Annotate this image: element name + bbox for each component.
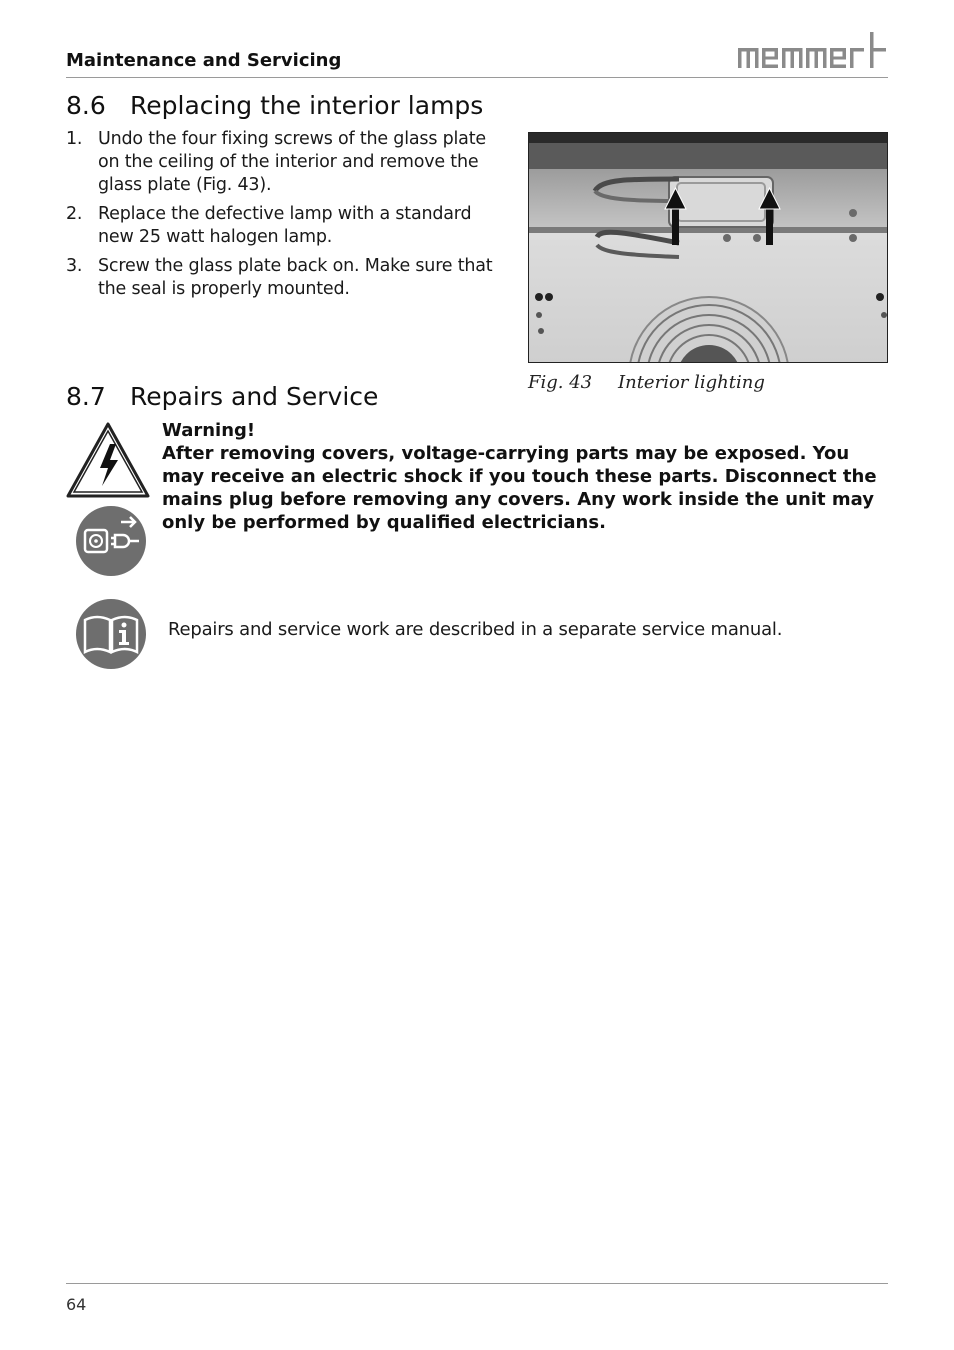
list-item [66, 203, 506, 249]
warning-text: After removing covers, voltage-carrying parts may be exposed. You may receive an electric shock if you touch these parts. Disconnect the mains plug before removing any covers. Any work inside the unit may only be performed by qualified electricians. [162, 443, 877, 533]
page-number: 64 [66, 1295, 87, 1314]
lamp-replacement-steps [66, 128, 506, 307]
list-item [66, 128, 506, 197]
step-text: Replace the defective lamp with a standard new 25 watt halogen lamp. [98, 204, 472, 247]
list-item [66, 255, 506, 301]
step-number: 3. [66, 256, 83, 276]
figure-caption-text: Interior lighting [618, 372, 765, 393]
footer-divider [66, 1283, 888, 1284]
warning-title: Warning! [162, 420, 256, 441]
header-section-title: Maintenance and Servicing [66, 50, 342, 71]
memmert-logo [736, 30, 888, 72]
section-heading-8-7 [66, 382, 378, 411]
electric-shock-warning-icon [66, 422, 150, 498]
manual-info-icon [75, 598, 147, 670]
step-text: Undo the four fixing screws of the glass plate on the ceiling of the interior and remove the glass plate (Fig. 43). [98, 129, 486, 195]
info-text: Repairs and service work are described in a separate service manual. [168, 619, 783, 640]
section-title: Repairs and Service [130, 382, 379, 411]
section-title: Replacing the interior lamps [130, 91, 484, 120]
step-number: 1. [66, 129, 83, 149]
section-number: 8.7 [66, 382, 106, 411]
step-text: Screw the glass plate back on. Make sure that the seal is properly mounted. [98, 256, 493, 299]
figure-caption [528, 372, 765, 393]
disconnect-plug-icon [75, 505, 147, 577]
figure-number: Fig. 43 [528, 372, 593, 393]
step-number: 2. [66, 204, 83, 224]
section-heading-8-6 [66, 91, 483, 120]
section-number: 8.6 [66, 91, 106, 120]
header-divider [66, 77, 888, 78]
interior-lighting-photo [528, 132, 888, 363]
warning-notice [162, 419, 882, 534]
